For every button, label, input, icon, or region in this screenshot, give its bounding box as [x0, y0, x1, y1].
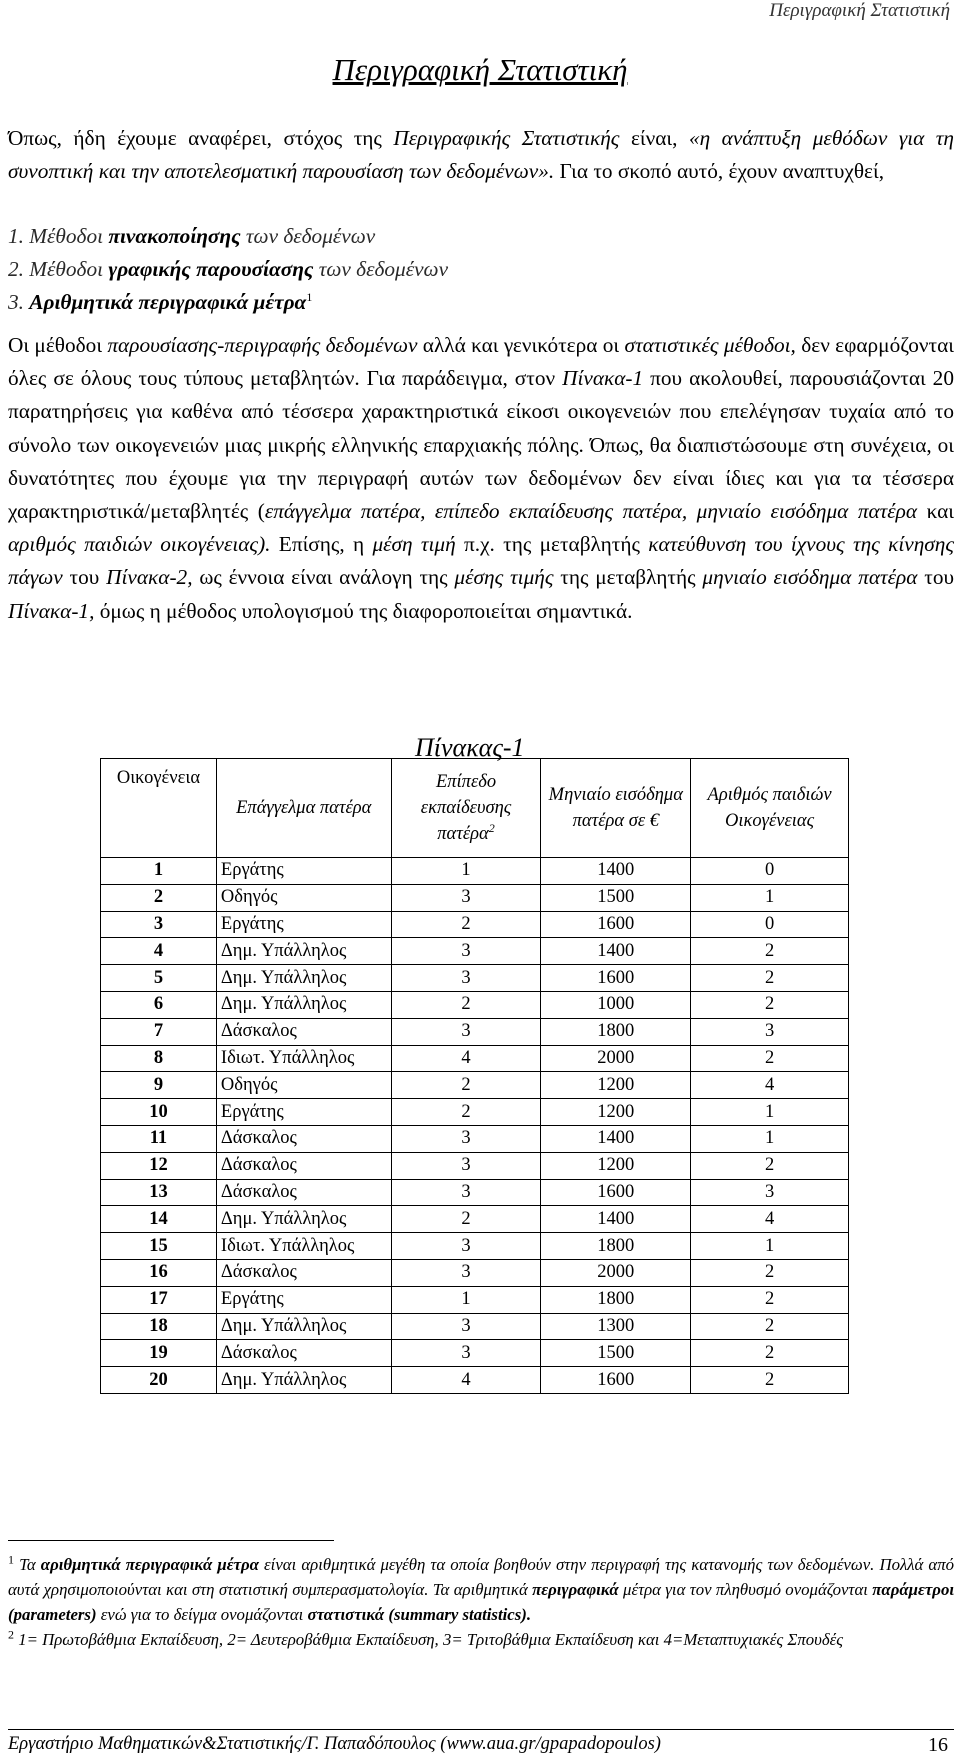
table-row [101, 938, 849, 965]
cell-num: 20 [101, 1367, 217, 1394]
header-occupation: Επάγγελμα πατέρα [216, 759, 391, 858]
table-row [101, 884, 849, 911]
intro-quote: «η ανάπτυξη μεθόδων για τη συνοπτική και την αποτελεσματική παρουσίαση των δεδομένων». [8, 126, 954, 183]
cell-education: 4 [391, 1045, 541, 1072]
cell-occupation: Ιδιωτ. Υπάλληλος [216, 1233, 391, 1260]
cell-children: 1 [691, 1233, 849, 1260]
cell-occupation: Δημ. Υπάλληλος [216, 991, 391, 1018]
cell-education: 3 [391, 1152, 541, 1179]
cell-occupation: Δημ. Υπάλληλος [216, 1367, 391, 1394]
table-body [101, 858, 849, 1394]
cell-num: 8 [101, 1045, 217, 1072]
cell-occupation: Δάσκαλος [216, 1018, 391, 1045]
cell-num: 9 [101, 1072, 217, 1099]
page-number: 16 [928, 1734, 948, 1756]
cell-income: 1000 [541, 991, 691, 1018]
cell-children: 2 [691, 1313, 849, 1340]
cell-children: 3 [691, 1179, 849, 1206]
cell-income: 1400 [541, 1125, 691, 1152]
footnote-2: $^2$ 1= Πρωτοβάθμια Εκπαίδευση, 2= Δευτεροβάθμια Εκπαίδευση, 3= Τριτοβάθμια Εκπαίδευση και 4=Μεταπτυχιακές Σπουδές [8, 1627, 844, 1649]
cell-occupation: Δάσκαλος [216, 1125, 391, 1152]
cell-children: 2 [691, 938, 849, 965]
cell-occupation: Δάσκαλος [216, 1152, 391, 1179]
header-education: Επίπεδο εκπαίδευσης πατέρα$^2$ [391, 759, 541, 858]
cell-children: 1 [691, 1125, 849, 1152]
cell-income: 1300 [541, 1313, 691, 1340]
cell-income: 1600 [541, 965, 691, 992]
cell-income: 1200 [541, 1152, 691, 1179]
cell-education: 4 [391, 1367, 541, 1394]
cell-num: 7 [101, 1018, 217, 1045]
intro-text: Για το σκοπό αυτό, έχουν αναπτυχθεί, [554, 159, 885, 183]
cell-education: 2 [391, 991, 541, 1018]
cell-education: 3 [391, 1125, 541, 1152]
cell-num: 15 [101, 1233, 217, 1260]
cell-income: 1500 [541, 1340, 691, 1367]
cell-num: 14 [101, 1206, 217, 1233]
table-row [101, 1340, 849, 1367]
table-row [101, 1045, 849, 1072]
cell-children: 2 [691, 1152, 849, 1179]
cell-num: 4 [101, 938, 217, 965]
table-row [101, 1099, 849, 1126]
cell-occupation: Οδηγός [216, 884, 391, 911]
cell-children: 2 [691, 1286, 849, 1313]
cell-num: 12 [101, 1152, 217, 1179]
table-caption: Πίνακας-1 [415, 733, 525, 762]
footnote-ref: 1 [306, 289, 313, 304]
cell-children: 2 [691, 1367, 849, 1394]
table-row [101, 1179, 849, 1206]
cell-income: 1800 [541, 1286, 691, 1313]
list-item: 2. Μέθοδοι γραφικής παρουσίασης των δεδομένων [8, 257, 449, 281]
cell-children: 4 [691, 1072, 849, 1099]
cell-children: 4 [691, 1206, 849, 1233]
table-header-row [101, 759, 849, 858]
methods-list [8, 220, 448, 319]
table-row [101, 1286, 849, 1313]
cell-occupation: Δημ. Υπάλληλος [216, 938, 391, 965]
cell-occupation: Εργάτης [216, 1286, 391, 1313]
table-row [101, 1259, 849, 1286]
cell-income: 1400 [541, 858, 691, 885]
cell-num: 13 [101, 1179, 217, 1206]
cell-occupation: Οδηγός [216, 1072, 391, 1099]
cell-education: 2 [391, 911, 541, 938]
header-children: Αριθμός παιδιών Οικογένειας [691, 759, 849, 858]
families-table [100, 758, 849, 1394]
cell-income: 1600 [541, 1179, 691, 1206]
cell-education: 3 [391, 1340, 541, 1367]
cell-occupation: Δημ. Υπάλληλος [216, 1313, 391, 1340]
cell-income: 1800 [541, 1233, 691, 1260]
cell-num: 11 [101, 1125, 217, 1152]
cell-occupation: Δάσκαλος [216, 1259, 391, 1286]
table-row [101, 1233, 849, 1260]
table-row [101, 1072, 849, 1099]
cell-children: 2 [691, 1259, 849, 1286]
footnote-1: $^1$ Τα αριθμητικά περιγραφικά μέτρα είναι αριθμητικά μεγέθη τα οποία βοηθούν στην περιγραφή της κατανομής των δεδομένων. Πολλά από αυτά χρησιμοποιούνται και στη στατιστική συμπερασματολογία. Τα αριθμητικά περιγραφικά μέτρα για τον πληθυσμό ονομάζονται παράμετροι (parameters) ενώ για το δείγμα ονομάζονται στατιστικά (summary statistics). [8, 1552, 955, 1624]
cell-income: 1200 [541, 1099, 691, 1126]
cell-children: 2 [691, 1045, 849, 1072]
cell-education: 1 [391, 858, 541, 885]
cell-income: 1500 [541, 884, 691, 911]
cell-children: 0 [691, 911, 849, 938]
body-paragraph: Οι μέθοδοι παρουσίασης-περιγραφής δεδομένων αλλά και γενικότερα οι στατιστικές μέθοδοι, δεν εφαρμόζονται όλες σε όλους τους τύπους μεταβλητών. Για παράδειγμα, στον Πίνακα-1 που ακολουθεί, παρουσιάζονται 20 παρατηρήσεις για καθένα από τέσσερα χαρακτηριστικά είκοσι οικογενειών που επελέγησαν τυχαία από το σύνολο των οικογενειών μιας μικρής ελληνικής επαρχιακής πόλης. Όπως, θα διαπιστώσουμε στη συνέχεια, οι δυνατότητες που έχουμε για την περιγραφή αυτών των δεδομένων δεν είναι ίδιες και για τα τέσσερα χαρακτηριστικά/μεταβλητές (επάγγελμα πατέρα, επίπεδο εκπαίδευσης πατέρα, μηνιαίο εισόδημα πατέρα και αριθμός παιδιών οικογένειας). Επίσης, η μέση τιμή π.χ. της μεταβλητής κατεύθυνση του ίχνους της κίνησης πάγων του Πίνακα-2, ως έννοια είναι ανάλογη της μέσης τιμής της μεταβλητής μηνιαίο εισόδημα πατέρα του Πίνακα-1, όμως η μέθοδος υπολογισμού της διαφοροποιείται σημαντικά. [8, 333, 955, 623]
cell-children: 3 [691, 1018, 849, 1045]
cell-education: 3 [391, 938, 541, 965]
intro-paragraph [8, 122, 954, 188]
intro-text: Όπως, ήδη έχουμε αναφέρει, στόχος της [8, 126, 394, 150]
cell-income: 1400 [541, 938, 691, 965]
table-row [101, 1206, 849, 1233]
cell-income: 2000 [541, 1259, 691, 1286]
cell-income: 1800 [541, 1018, 691, 1045]
cell-income: 2000 [541, 1045, 691, 1072]
cell-occupation: Εργάτης [216, 858, 391, 885]
footer-credit: Εργαστήριο Μαθηματικών&Στατιστικής/Γ. Παπαδόπουλος (www.aua.gr/gpapadopoulos) [8, 1734, 661, 1754]
cell-num: 10 [101, 1099, 217, 1126]
cell-num: 1 [101, 858, 217, 885]
table-row [101, 1367, 849, 1394]
table-row [101, 1313, 849, 1340]
cell-occupation: Δάσκαλος [216, 1340, 391, 1367]
cell-num: 2 [101, 884, 217, 911]
cell-children: 1 [691, 884, 849, 911]
table-row [101, 911, 849, 938]
cell-education: 3 [391, 884, 541, 911]
cell-num: 6 [101, 991, 217, 1018]
header-family: Οικογένεια [101, 759, 217, 858]
cell-education: 3 [391, 1313, 541, 1340]
cell-children: 2 [691, 991, 849, 1018]
cell-education: 3 [391, 1259, 541, 1286]
cell-education: 3 [391, 1179, 541, 1206]
cell-num: 17 [101, 1286, 217, 1313]
footer-divider [8, 1729, 954, 1730]
cell-education: 2 [391, 1206, 541, 1233]
cell-education: 3 [391, 1018, 541, 1045]
cell-num: 3 [101, 911, 217, 938]
intro-text: είναι, [619, 126, 689, 150]
cell-children: 0 [691, 858, 849, 885]
cell-occupation: Δημ. Υπάλληλος [216, 1206, 391, 1233]
header-income: Μηνιαίο εισόδημα πατέρα σε € [541, 759, 691, 858]
cell-num: 5 [101, 965, 217, 992]
cell-income: 1400 [541, 1206, 691, 1233]
cell-occupation: Ιδιωτ. Υπάλληλος [216, 1045, 391, 1072]
footnote-divider [8, 1540, 334, 1541]
list-item: 3. Αριθμητικά περιγραφικά μέτρα$^1$ [8, 289, 313, 314]
cell-num: 18 [101, 1313, 217, 1340]
cell-children: 1 [691, 1099, 849, 1126]
cell-occupation: Δημ. Υπάλληλος [216, 965, 391, 992]
table-row [101, 1125, 849, 1152]
cell-education: 1 [391, 1286, 541, 1313]
cell-education: 2 [391, 1072, 541, 1099]
cell-income: 1600 [541, 1367, 691, 1394]
page-title: Περιγραφική Στατιστική [332, 52, 628, 87]
cell-occupation: Δάσκαλος [216, 1179, 391, 1206]
table-row [101, 1152, 849, 1179]
cell-education: 2 [391, 1099, 541, 1126]
cell-income: 1200 [541, 1072, 691, 1099]
running-header: Περιγραφική Στατιστική [769, 0, 950, 21]
cell-income: 1600 [541, 911, 691, 938]
cell-occupation: Εργάτης [216, 911, 391, 938]
cell-education: 3 [391, 965, 541, 992]
list-item: 1. Μέθοδοι πινακοποίησης των δεδομένων [8, 224, 376, 248]
footnotes [8, 1552, 954, 1652]
table-row [101, 965, 849, 992]
cell-occupation: Εργάτης [216, 1099, 391, 1126]
cell-education: 3 [391, 1233, 541, 1260]
cell-children: 2 [691, 1340, 849, 1367]
table-row [101, 991, 849, 1018]
intro-term: Περιγραφικής Στατιστικής [393, 126, 620, 150]
table-row [101, 1018, 849, 1045]
cell-num: 16 [101, 1259, 217, 1286]
cell-num: 19 [101, 1340, 217, 1367]
cell-children: 2 [691, 965, 849, 992]
footnote-ref: 2 [488, 820, 495, 835]
table-row [101, 858, 849, 885]
